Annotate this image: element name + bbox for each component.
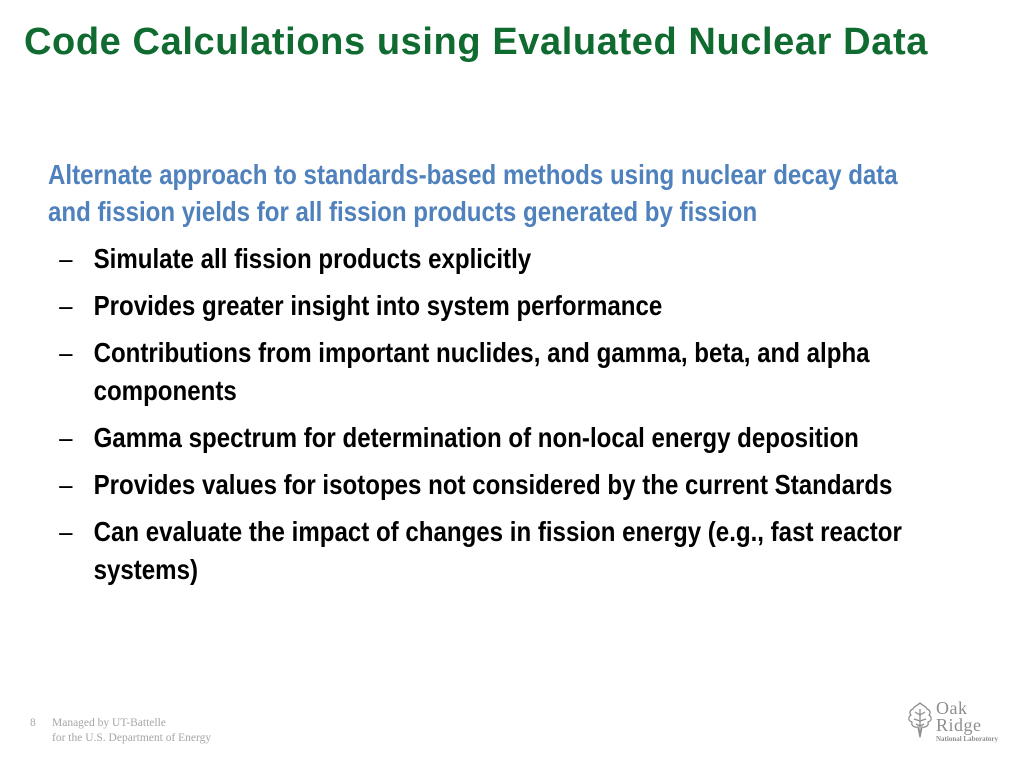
ornl-logo [906, 698, 1002, 746]
bullet-text: Provides greater insight into system performance [93, 290, 663, 321]
bullet-dash: – [59, 290, 73, 321]
footer-line-doe: for the U.S. Department of Energy [52, 732, 212, 744]
lead-paragraph: Alternate approach to standards-based methods using nuclear decay data and fission yields for all fission products generated by fission [48, 159, 898, 227]
bullet-list [48, 240, 917, 589]
logo-subtitle: National Laboratory [936, 735, 999, 743]
bullet-text: Simulate all fission products explicitly [93, 243, 532, 274]
bullet-dash: – [59, 469, 73, 500]
bullet-text: Gamma spectrum for determination of non-local energy deposition [93, 422, 859, 453]
footer-credit [52, 716, 282, 746]
slide-content [48, 156, 948, 598]
bullet-item [48, 513, 917, 589]
bullet-dash: – [59, 337, 73, 368]
bullet-text: Contributions from important nuclides, and gamma, beta, and alpha components [93, 337, 870, 406]
bullet-dash: – [59, 516, 73, 547]
bullet-item [48, 466, 917, 504]
bullet-dash: – [59, 422, 73, 453]
slide-title: Code Calculations using Evaluated Nuclear Data [24, 21, 928, 63]
bullet-dash: – [59, 243, 73, 274]
bullet-item [48, 240, 917, 278]
footer-line-managed: Managed by UT-Battelle [52, 717, 166, 729]
bullet-item [48, 287, 917, 325]
bullet-item [48, 334, 917, 410]
bullet-text: Provides values for isotopes not considered by the current Standards [93, 469, 893, 500]
logo-word-oak: Oak [936, 698, 968, 718]
logo-word-ridge: Ridge [936, 715, 982, 735]
page-number: 8 [30, 717, 36, 729]
bullet-item [48, 419, 917, 457]
oak-leaf-icon [906, 701, 934, 739]
bullet-text: Can evaluate the impact of changes in fission energy (e.g., fast reactor systems) [93, 516, 902, 585]
